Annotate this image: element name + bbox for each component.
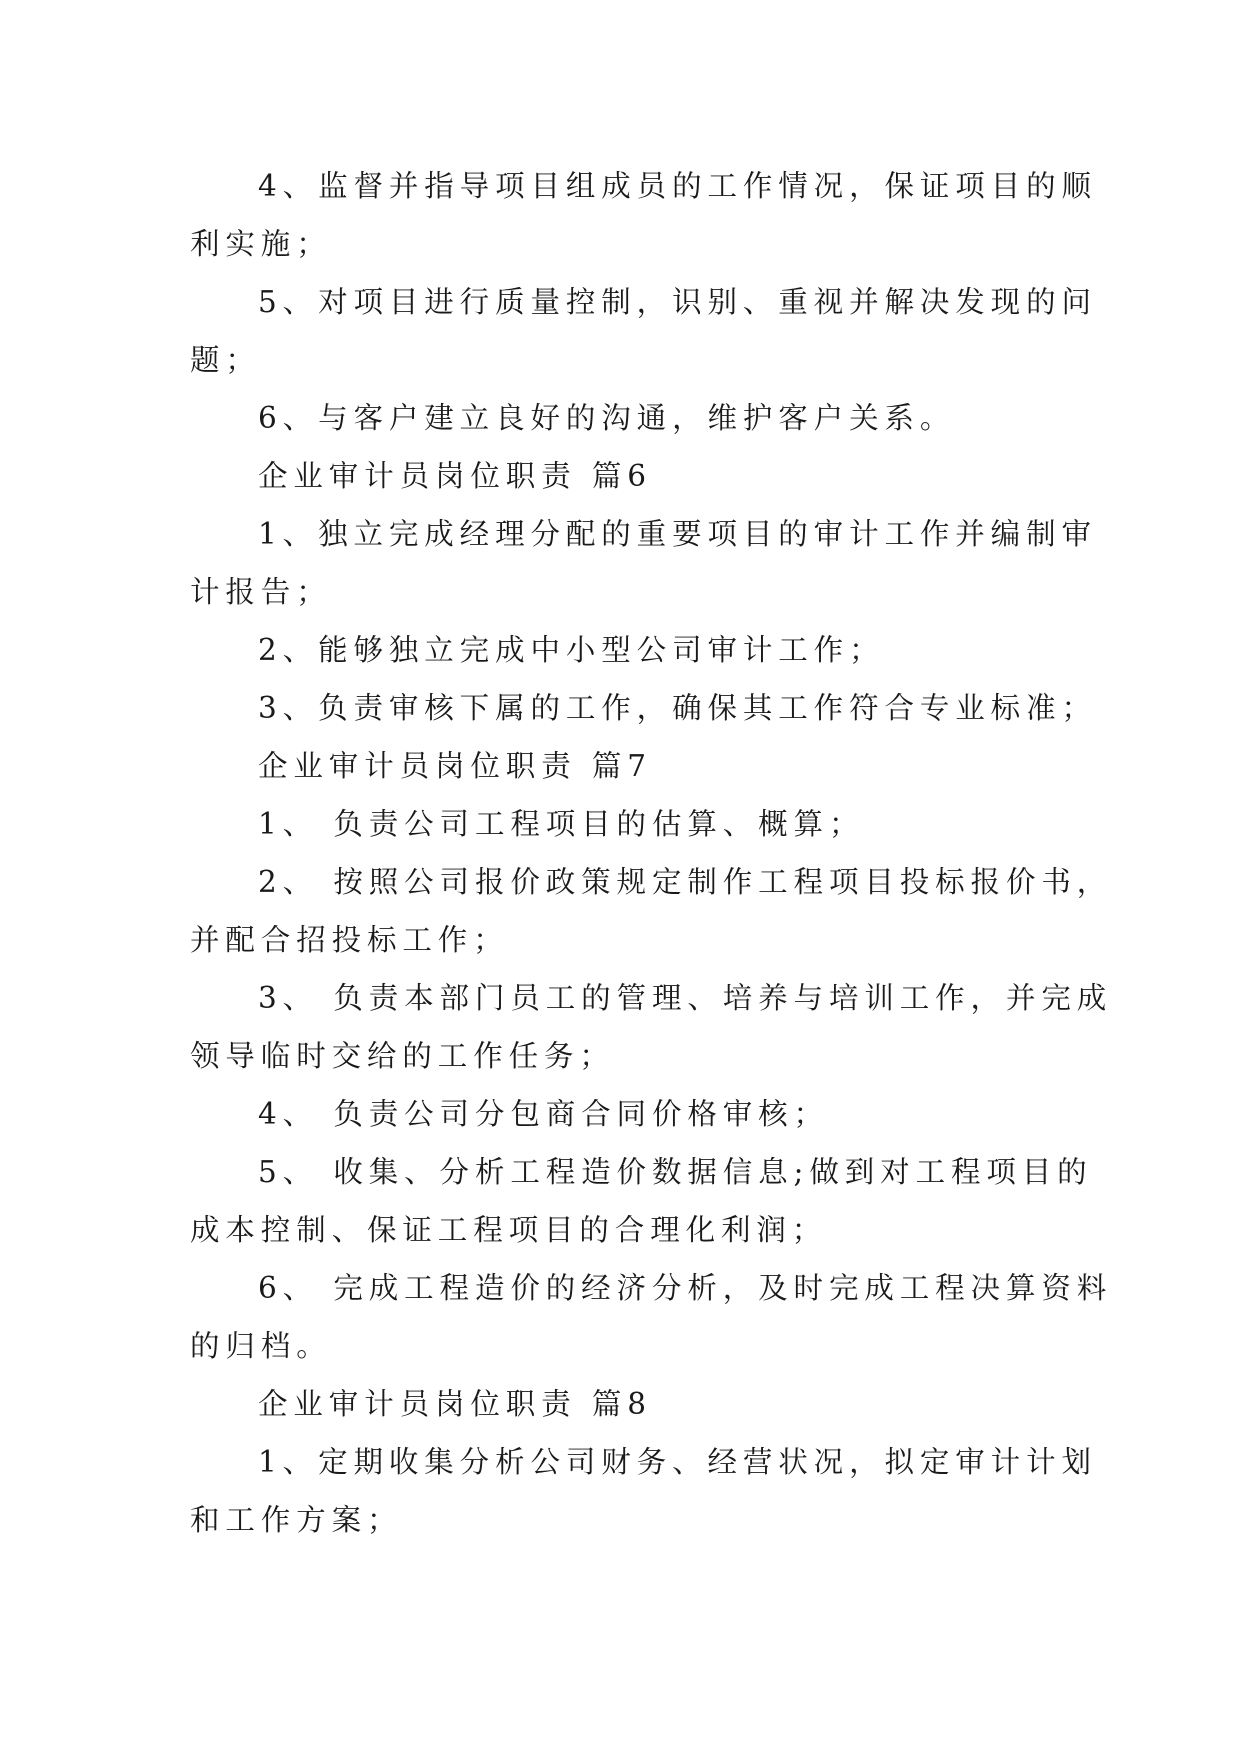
item-4-line-1: 4、监督并指导项目组成员的工作情况，保证项目的顺	[258, 169, 1097, 203]
s7-item-1: 1、 负责公司工程项目的估算、概算；	[258, 807, 865, 841]
s6-item-1-line-2: 计报告；	[190, 575, 332, 609]
s6-item-2: 2、能够独立完成中小型公司审计工作；	[258, 633, 885, 667]
s7-item-6-line-2: 的归档。	[190, 1329, 332, 1363]
s7-item-3-line-1: 3、 负责本部门员工的管理、培养与培训工作，并完成	[258, 981, 1113, 1015]
s7-item-2-line-2: 并配合招投标工作；	[190, 923, 509, 957]
s7-item-2-line-1: 2、 按照公司报价政策规定制作工程项目投标报价书，	[258, 865, 1113, 899]
s7-item-4: 4、 负责公司分包商合同价格审核；	[258, 1097, 829, 1131]
s7-item-5-line-1: 5、 收集、分析工程造价数据信息;做到对工程项目的	[258, 1155, 1093, 1189]
s8-item-1-line-1: 1、定期收集分析公司财务、经营状况，拟定审计计划	[258, 1445, 1097, 1479]
item-5-line-2: 题；	[190, 343, 261, 377]
s6-item-3: 3、负责审核下属的工作，确保其工作符合专业标准；	[258, 691, 1097, 725]
s7-item-6-line-1: 6、 完成工程造价的经济分析，及时完成工程决算资料	[258, 1271, 1113, 1305]
section-heading-6: 企业审计员岗位职责 篇6	[258, 459, 652, 493]
s7-item-3-line-2: 领导临时交给的工作任务；	[190, 1039, 615, 1073]
s6-item-1-line-1: 1、独立完成经理分配的重要项目的审计工作并编制审	[258, 517, 1097, 551]
section-heading-8: 企业审计员岗位职责 篇8	[258, 1387, 652, 1421]
s7-item-5-line-2: 成本控制、保证工程项目的合理化利润；	[190, 1213, 828, 1247]
item-5-line-1: 5、对项目进行质量控制，识别、重视并解决发现的问	[258, 285, 1097, 319]
item-4-line-2: 利实施；	[190, 227, 332, 261]
item-6-line-1: 6、与客户建立良好的沟通，维护客户关系。	[258, 401, 956, 435]
section-heading-7: 企业审计员岗位职责 篇7	[258, 749, 652, 783]
s8-item-1-line-2: 和工作方案；	[190, 1503, 403, 1537]
